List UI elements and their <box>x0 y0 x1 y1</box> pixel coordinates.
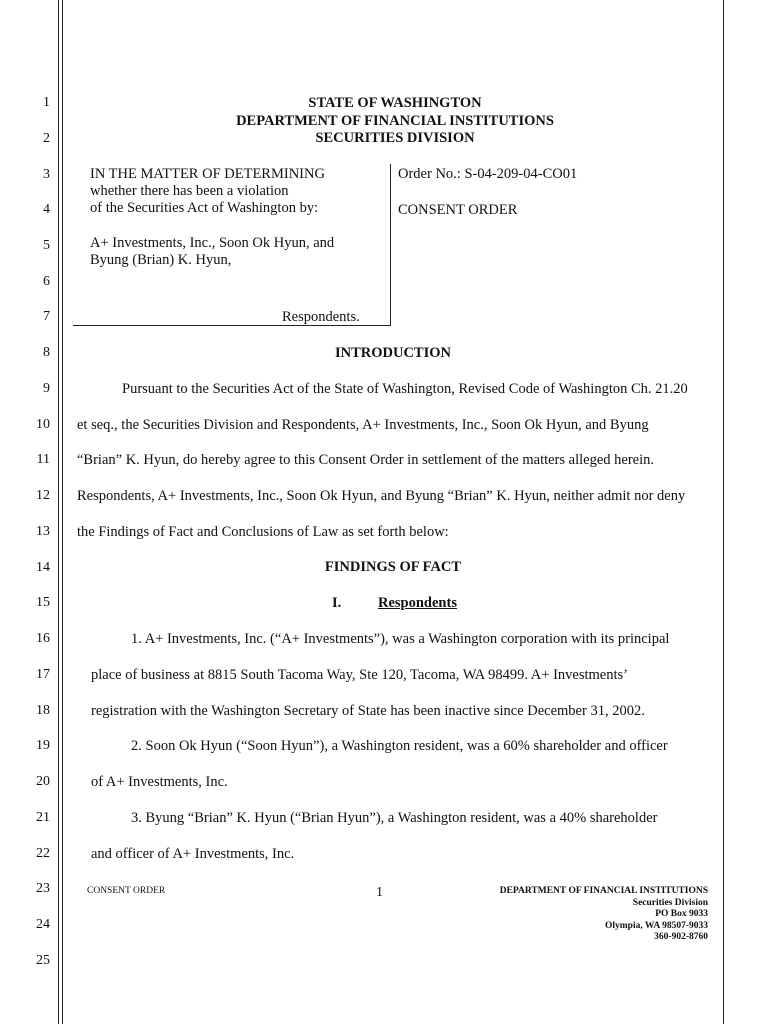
line-number: 9 <box>43 381 50 396</box>
line-number: 19 <box>36 738 50 753</box>
intro-line: Pursuant to the Securities Act of the State of Washington, Revised Code of Washington Ch. 21.20 <box>122 381 688 397</box>
section-number: I. <box>332 595 342 611</box>
line-number: 3 <box>43 167 50 182</box>
line-number: 12 <box>36 488 50 503</box>
footer-po-box: PO Box 9033 <box>655 909 708 919</box>
respondents-names: Byung (Brian) K. Hyun, <box>90 252 232 268</box>
footer-document-title: CONSENT ORDER <box>87 886 166 896</box>
line-number: 2 <box>43 131 50 146</box>
line-number: 13 <box>36 524 50 539</box>
intro-line: “Brian” K. Hyun, do hereby agree to this Consent Order in settlement of the matters alleged herein. <box>77 452 654 468</box>
agency-header <box>150 95 640 148</box>
line-number: 5 <box>43 238 50 253</box>
header-division: SECURITIES DIVISION <box>315 130 475 146</box>
intro-line: the Findings of Fact and Conclusions of Law as set forth below: <box>77 524 449 540</box>
line-number: 10 <box>36 417 50 432</box>
line-number: 11 <box>36 452 50 467</box>
header-state: STATE OF WASHINGTON <box>308 95 482 111</box>
finding-paragraph-1-line: place of business at 8815 South Tacoma Way, Ste 120, Tacoma, WA 98499. A+ Investments’ <box>91 667 628 683</box>
finding-paragraph-2-line: of A+ Investments, Inc. <box>91 774 228 790</box>
findings-heading: FINDINGS OF FACT <box>324 559 462 575</box>
left-margin-rule-outer <box>58 0 59 1024</box>
finding-paragraph-3-line: and officer of A+ Investments, Inc. <box>91 846 295 862</box>
line-number: 21 <box>36 810 50 825</box>
line-number: 24 <box>36 917 50 932</box>
footer-phone: 360-902-8760 <box>654 932 708 942</box>
respondents-label: Respondents. <box>282 309 360 325</box>
line-number: 4 <box>43 202 50 217</box>
finding-paragraph-3-line: 3. Byung “Brian” K. Hyun (“Brian Hyun”), a Washington resident, was a 40% shareholder <box>131 810 658 826</box>
line-number: 6 <box>43 274 50 289</box>
caption-divider <box>390 164 391 325</box>
left-margin-rule-inner <box>62 0 63 1024</box>
order-number: Order No.: S-04-209-04-CO01 <box>398 166 578 182</box>
line-number: 20 <box>36 774 50 789</box>
case-caption <box>90 166 334 269</box>
intro-line: et seq., the Securities Division and Respondents, A+ Investments, Inc., Soon Ok Hyun, and Byung <box>77 417 649 433</box>
line-number: 25 <box>36 953 50 968</box>
finding-paragraph-1-line: registration with the Washington Secretary of State has been inactive since December 31, 2002. <box>91 703 645 719</box>
order-title: CONSENT ORDER <box>398 202 518 218</box>
footer-city: Olympia, WA 98507-9033 <box>604 920 708 931</box>
matter-line: of the Securities Act of Washington by: <box>90 200 319 216</box>
footer-department: DEPARTMENT OF FINANCIAL INSTITUTIONS <box>499 886 708 896</box>
page-number: 1 <box>376 885 383 900</box>
line-number: 18 <box>36 703 50 718</box>
section-title: Respondents <box>378 595 457 611</box>
intro-line: Respondents, A+ Investments, Inc., Soon Ok Hyun, and Byung “Brian” K. Hyun, neither admit nor deny <box>77 488 686 504</box>
line-number: 22 <box>36 846 50 861</box>
line-number: 1 <box>43 95 50 110</box>
matter-line: whether there has been a violation <box>90 183 289 199</box>
introduction-heading: INTRODUCTION <box>334 345 451 361</box>
respondents-names: A+ Investments, Inc., Soon Ok Hyun, and <box>90 235 335 251</box>
footer-division: Securities Division <box>632 897 708 908</box>
header-department: DEPARTMENT OF FINANCIAL INSTITUTIONS <box>236 112 554 129</box>
finding-paragraph-1-line: 1. A+ Investments, Inc. (“A+ Investments”), was a Washington corporation with its principal <box>131 631 670 647</box>
footer-address-block <box>500 886 708 944</box>
line-number: 15 <box>36 595 50 610</box>
line-number: 23 <box>36 881 50 896</box>
finding-paragraph-2-line: 2. Soon Ok Hyun (“Soon Hyun”), a Washington resident, was a 60% shareholder and officer <box>131 738 668 754</box>
caption-underline <box>73 325 391 326</box>
line-number: 7 <box>43 309 50 324</box>
line-number: 16 <box>36 631 50 646</box>
line-number: 14 <box>36 560 50 575</box>
line-number: 8 <box>43 345 50 360</box>
matter-line: IN THE MATTER OF DETERMINING <box>90 166 325 182</box>
right-margin-rule <box>723 0 724 1024</box>
line-number: 17 <box>36 667 50 682</box>
